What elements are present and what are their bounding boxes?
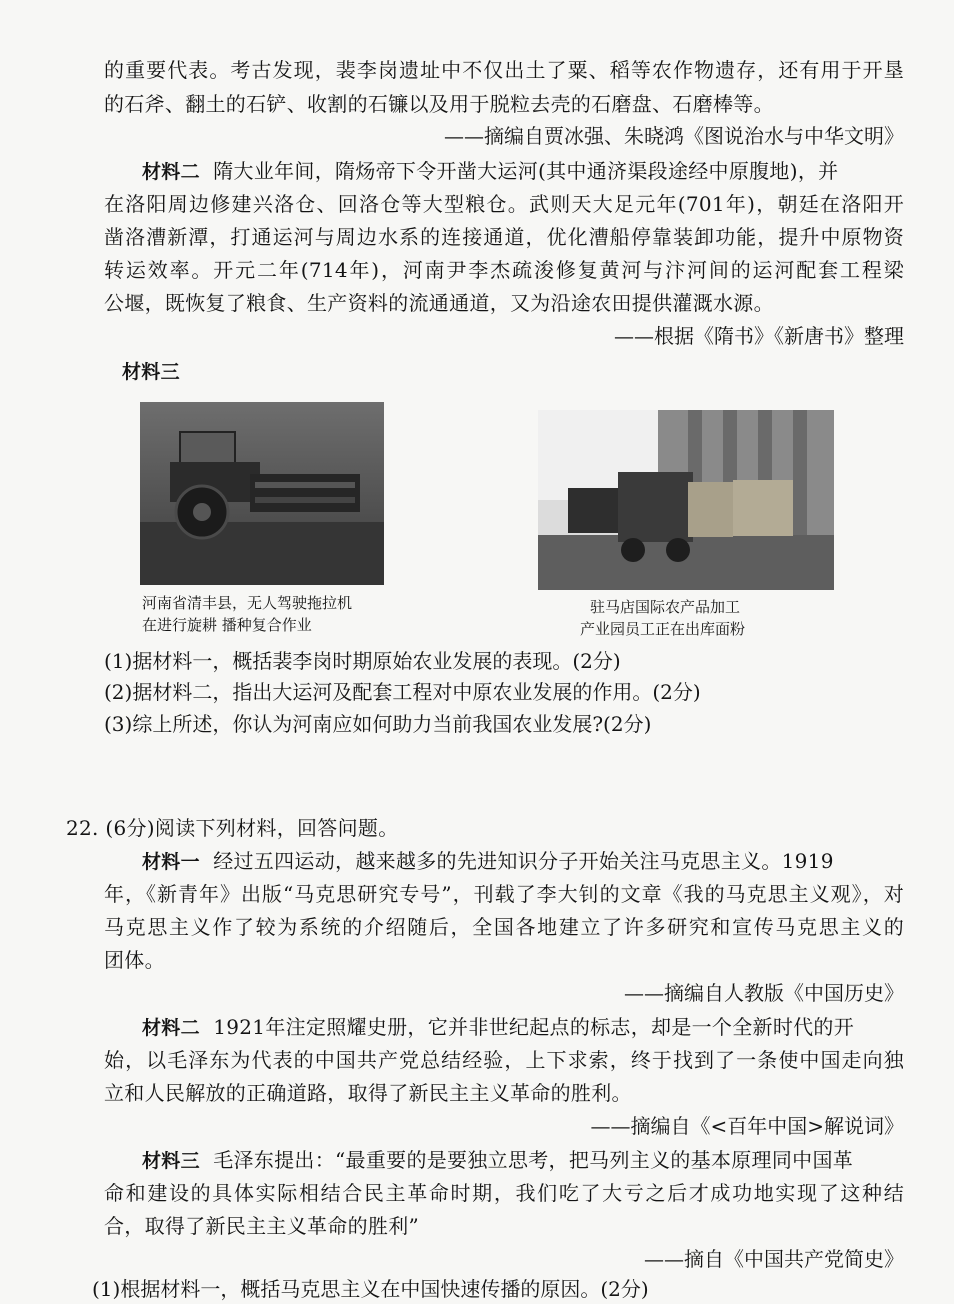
- source-citation: ——摘自《中国共产党简史》: [644, 1247, 904, 1271]
- photo-caption: 驻马店国际农产品加工: [590, 598, 741, 616]
- source-citation: ——摘编自人教版《中国历史》: [624, 981, 904, 1005]
- text-line: 立和人民解放的正确道路，取得了新民主主义革命的胜利。: [104, 1081, 632, 1105]
- source-citation: ——摘编自贾冰强、朱晓鸿《图说治水与中华文明》: [444, 124, 904, 148]
- question-header: 22. (6分)阅读下列材料，回答问题。: [66, 816, 399, 840]
- text-line: 年，《新青年》出版“马克思研究专号”，刊载了李大钊的文章《我的马克思主义观》，对: [104, 882, 904, 906]
- material2-paragraph: [142, 156, 838, 187]
- question: (2)据材料二，指出大运河及配套工程对中原农业发展的作用。(2分): [104, 680, 701, 704]
- text-line: 凿洛漕新潭，打通运河与周边水系的连接通道，优化漕船停靠装卸功能，提升中原物资: [104, 225, 904, 249]
- photo-caption: 产业园员工正在出库面粉: [580, 620, 746, 638]
- text-line: 合，取得了新民主主义革命的胜利”: [104, 1214, 420, 1238]
- material-label: 材料三: [122, 361, 180, 383]
- material1-paragraph: [142, 846, 834, 877]
- tractor-photo: [140, 402, 384, 585]
- text-line: 命和建设的具体实际相结合民主革命时期，我们吃了大亏之后才成功地实现了这种结: [104, 1181, 904, 1205]
- material3-paragraph: [142, 1145, 853, 1176]
- text-line: 转运效率。开元二年(714年)，河南尹李杰疏浚修复黄河与汴河间的运河配套工程梁: [104, 258, 904, 282]
- material3-heading: [122, 356, 180, 387]
- question: (3)综上所述，你认为河南应如何助力当前我国农业发展?(2分): [104, 712, 652, 736]
- question: (1)据材料一，概括裴李岗时期原始农业发展的表现。(2分): [104, 649, 621, 673]
- source-citation: ——摘编自《<百年中国>解说词》: [590, 1114, 904, 1138]
- text-line: 团体。: [104, 948, 165, 972]
- material-label: 材料二: [142, 161, 200, 183]
- text-line: 的重要代表。考古发现，裴李岗遗址中不仅出土了粟、稻等农作物遗存，还有用于开垦: [104, 58, 904, 82]
- text-line: 在洛阳周边修建兴洛仓、回洛仓等大型粮仓。武则天大足元年(701年)，朝廷在洛阳开: [104, 192, 904, 216]
- material2-paragraph: [142, 1012, 854, 1043]
- text-line: 马克思主义作了较为系统的介绍随后，全国各地建立了许多研究和宣传马克思主义的: [104, 915, 904, 939]
- text-line: 公堰，既恢复了粮食、生产资料的流通通道，又为沿途农田提供灌溉水源。: [104, 291, 774, 315]
- source-citation: ——根据《隋书》《新唐书》整理: [614, 324, 904, 348]
- text-line: 隋大业年间，隋炀帝下令开凿大运河(其中通济渠段途经中原腹地)，并: [213, 159, 839, 183]
- question: (1)根据材料一，概括马克思主义在中国快速传播的原因。(2分): [92, 1277, 649, 1301]
- text-line: 经过五四运动，越来越多的先进知识分子开始关注马克思主义。1919: [213, 849, 834, 873]
- warehouse-photo: [538, 410, 834, 590]
- text-line: 1921年注定照耀史册，它并非世纪起点的标志，却是一个全新时代的开: [213, 1015, 855, 1039]
- text-line: 毛泽东提出：“最重要的是要独立思考，把马列主义的基本原理同中国革: [213, 1148, 854, 1172]
- photo-caption: 河南省清丰县，无人驾驶拖拉机: [142, 594, 353, 612]
- text-line: 始，以毛泽东为代表的中国共产党总结经验，上下求索，终于找到了一条使中国走向独: [104, 1048, 904, 1072]
- material-label: 材料三: [142, 1150, 200, 1172]
- material-label: 材料二: [142, 1017, 200, 1039]
- text-line: 的石斧、翻土的石铲、收割的石镰以及用于脱粒去壳的石磨盘、石磨棒等。: [104, 92, 774, 116]
- material-label: 材料一: [142, 851, 200, 873]
- photo-caption: 在进行旋耕 播种复合作业: [142, 616, 312, 634]
